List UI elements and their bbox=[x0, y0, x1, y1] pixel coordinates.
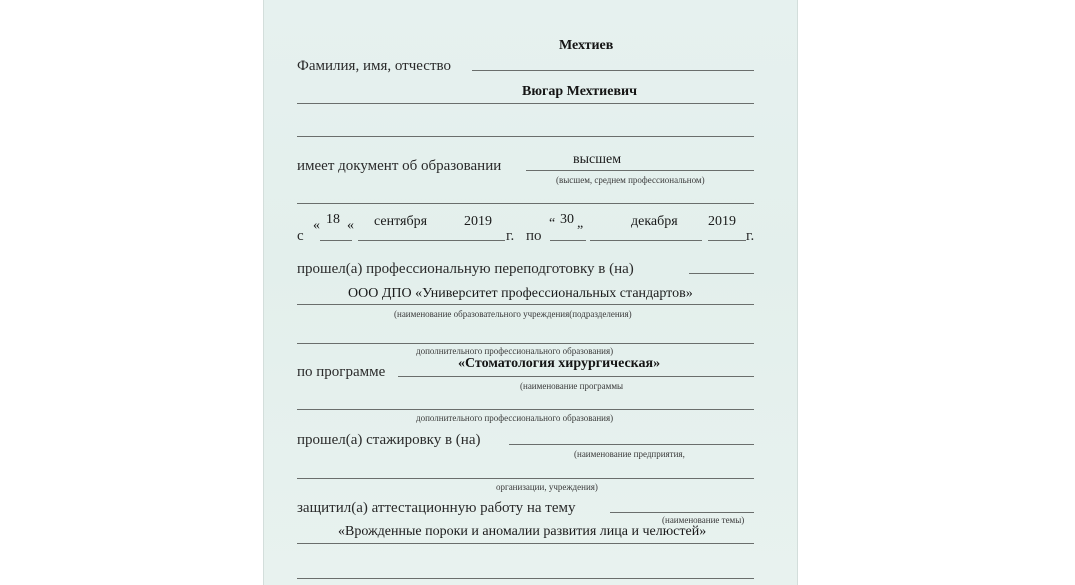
date-from-year: 2019 bbox=[464, 214, 492, 229]
retraining-line bbox=[689, 273, 754, 274]
date-from-prefix: с bbox=[297, 228, 304, 244]
year-suffix-1: г. bbox=[506, 228, 515, 244]
date-from-year-line bbox=[464, 240, 505, 241]
date-from-quote-open: « bbox=[313, 218, 320, 233]
date-to-prefix: по bbox=[526, 228, 542, 244]
program-value: «Стоматология хирургическая» bbox=[458, 356, 661, 371]
thesis-line-2 bbox=[297, 543, 754, 544]
surname-value: Мехтиев bbox=[559, 38, 614, 53]
thesis-label: защитил(а) аттестационную работу на тему bbox=[297, 500, 576, 516]
internship-label: прошел(а) стажировку в (на) bbox=[297, 432, 481, 448]
institution-line-1 bbox=[297, 304, 754, 305]
blank-line-2 bbox=[297, 203, 754, 204]
name-patronymic-value: Вюгар Мехтиевич bbox=[522, 84, 637, 99]
internship-line-2 bbox=[297, 478, 754, 479]
year-suffix-2: г. bbox=[746, 228, 755, 244]
date-to-day: 30 bbox=[560, 212, 574, 227]
date-from-day: 18 bbox=[326, 212, 340, 227]
retraining-label: прошел(а) профессиональную переподготовку в (на) bbox=[297, 261, 634, 277]
date-to-year-line bbox=[708, 240, 746, 241]
education-hint: (высшем, среднем профессиональном) bbox=[556, 175, 705, 185]
date-to-quote-open: “ bbox=[549, 216, 556, 231]
program-label: по программе bbox=[297, 364, 386, 380]
thesis-value: «Врожденные пороки и аномалии развития лица и челюстей» bbox=[338, 524, 707, 539]
date-to-day-line bbox=[550, 240, 586, 241]
program-hint-1: (наименование программы bbox=[520, 381, 624, 391]
program-line-2 bbox=[297, 409, 754, 410]
date-to-year: 2019 bbox=[708, 214, 736, 229]
institution-value: ООО ДПО «Университет профессиональных стандартов» bbox=[348, 286, 693, 301]
date-to-quote-close: „ bbox=[577, 216, 584, 231]
blank-line-3 bbox=[297, 578, 754, 579]
institution-line-2 bbox=[297, 343, 754, 344]
thesis-hint: (наименование темы) bbox=[662, 515, 745, 525]
date-to-month: декабря bbox=[631, 214, 678, 229]
institution-hint-2: дополнительного профессионального образования) bbox=[416, 346, 614, 356]
date-from-day-line bbox=[320, 240, 352, 241]
internship-hint-1: (наименование предприятия, bbox=[574, 449, 685, 459]
date-from-month: сентября bbox=[374, 214, 428, 229]
surname-line bbox=[472, 70, 754, 71]
program-hint-2: дополнительного профессионального образования) bbox=[416, 413, 614, 423]
blank-line-1 bbox=[297, 136, 754, 137]
date-from-quote-close: « bbox=[347, 218, 354, 233]
education-value: высшем bbox=[573, 152, 622, 167]
thesis-line bbox=[610, 512, 754, 513]
program-line bbox=[398, 376, 754, 377]
internship-hint-2: организации, учреждения) bbox=[496, 482, 598, 492]
date-to-month-line bbox=[590, 240, 702, 241]
name-line bbox=[297, 103, 754, 104]
education-line bbox=[526, 170, 754, 171]
diploma-page bbox=[263, 0, 798, 585]
fio-label: Фамилия, имя, отчество bbox=[297, 58, 451, 74]
education-label: имеет документ об образовании bbox=[297, 158, 502, 174]
internship-line bbox=[509, 444, 754, 445]
institution-hint-1: (наименование образовательного учреждения(подразделения) bbox=[394, 309, 632, 319]
